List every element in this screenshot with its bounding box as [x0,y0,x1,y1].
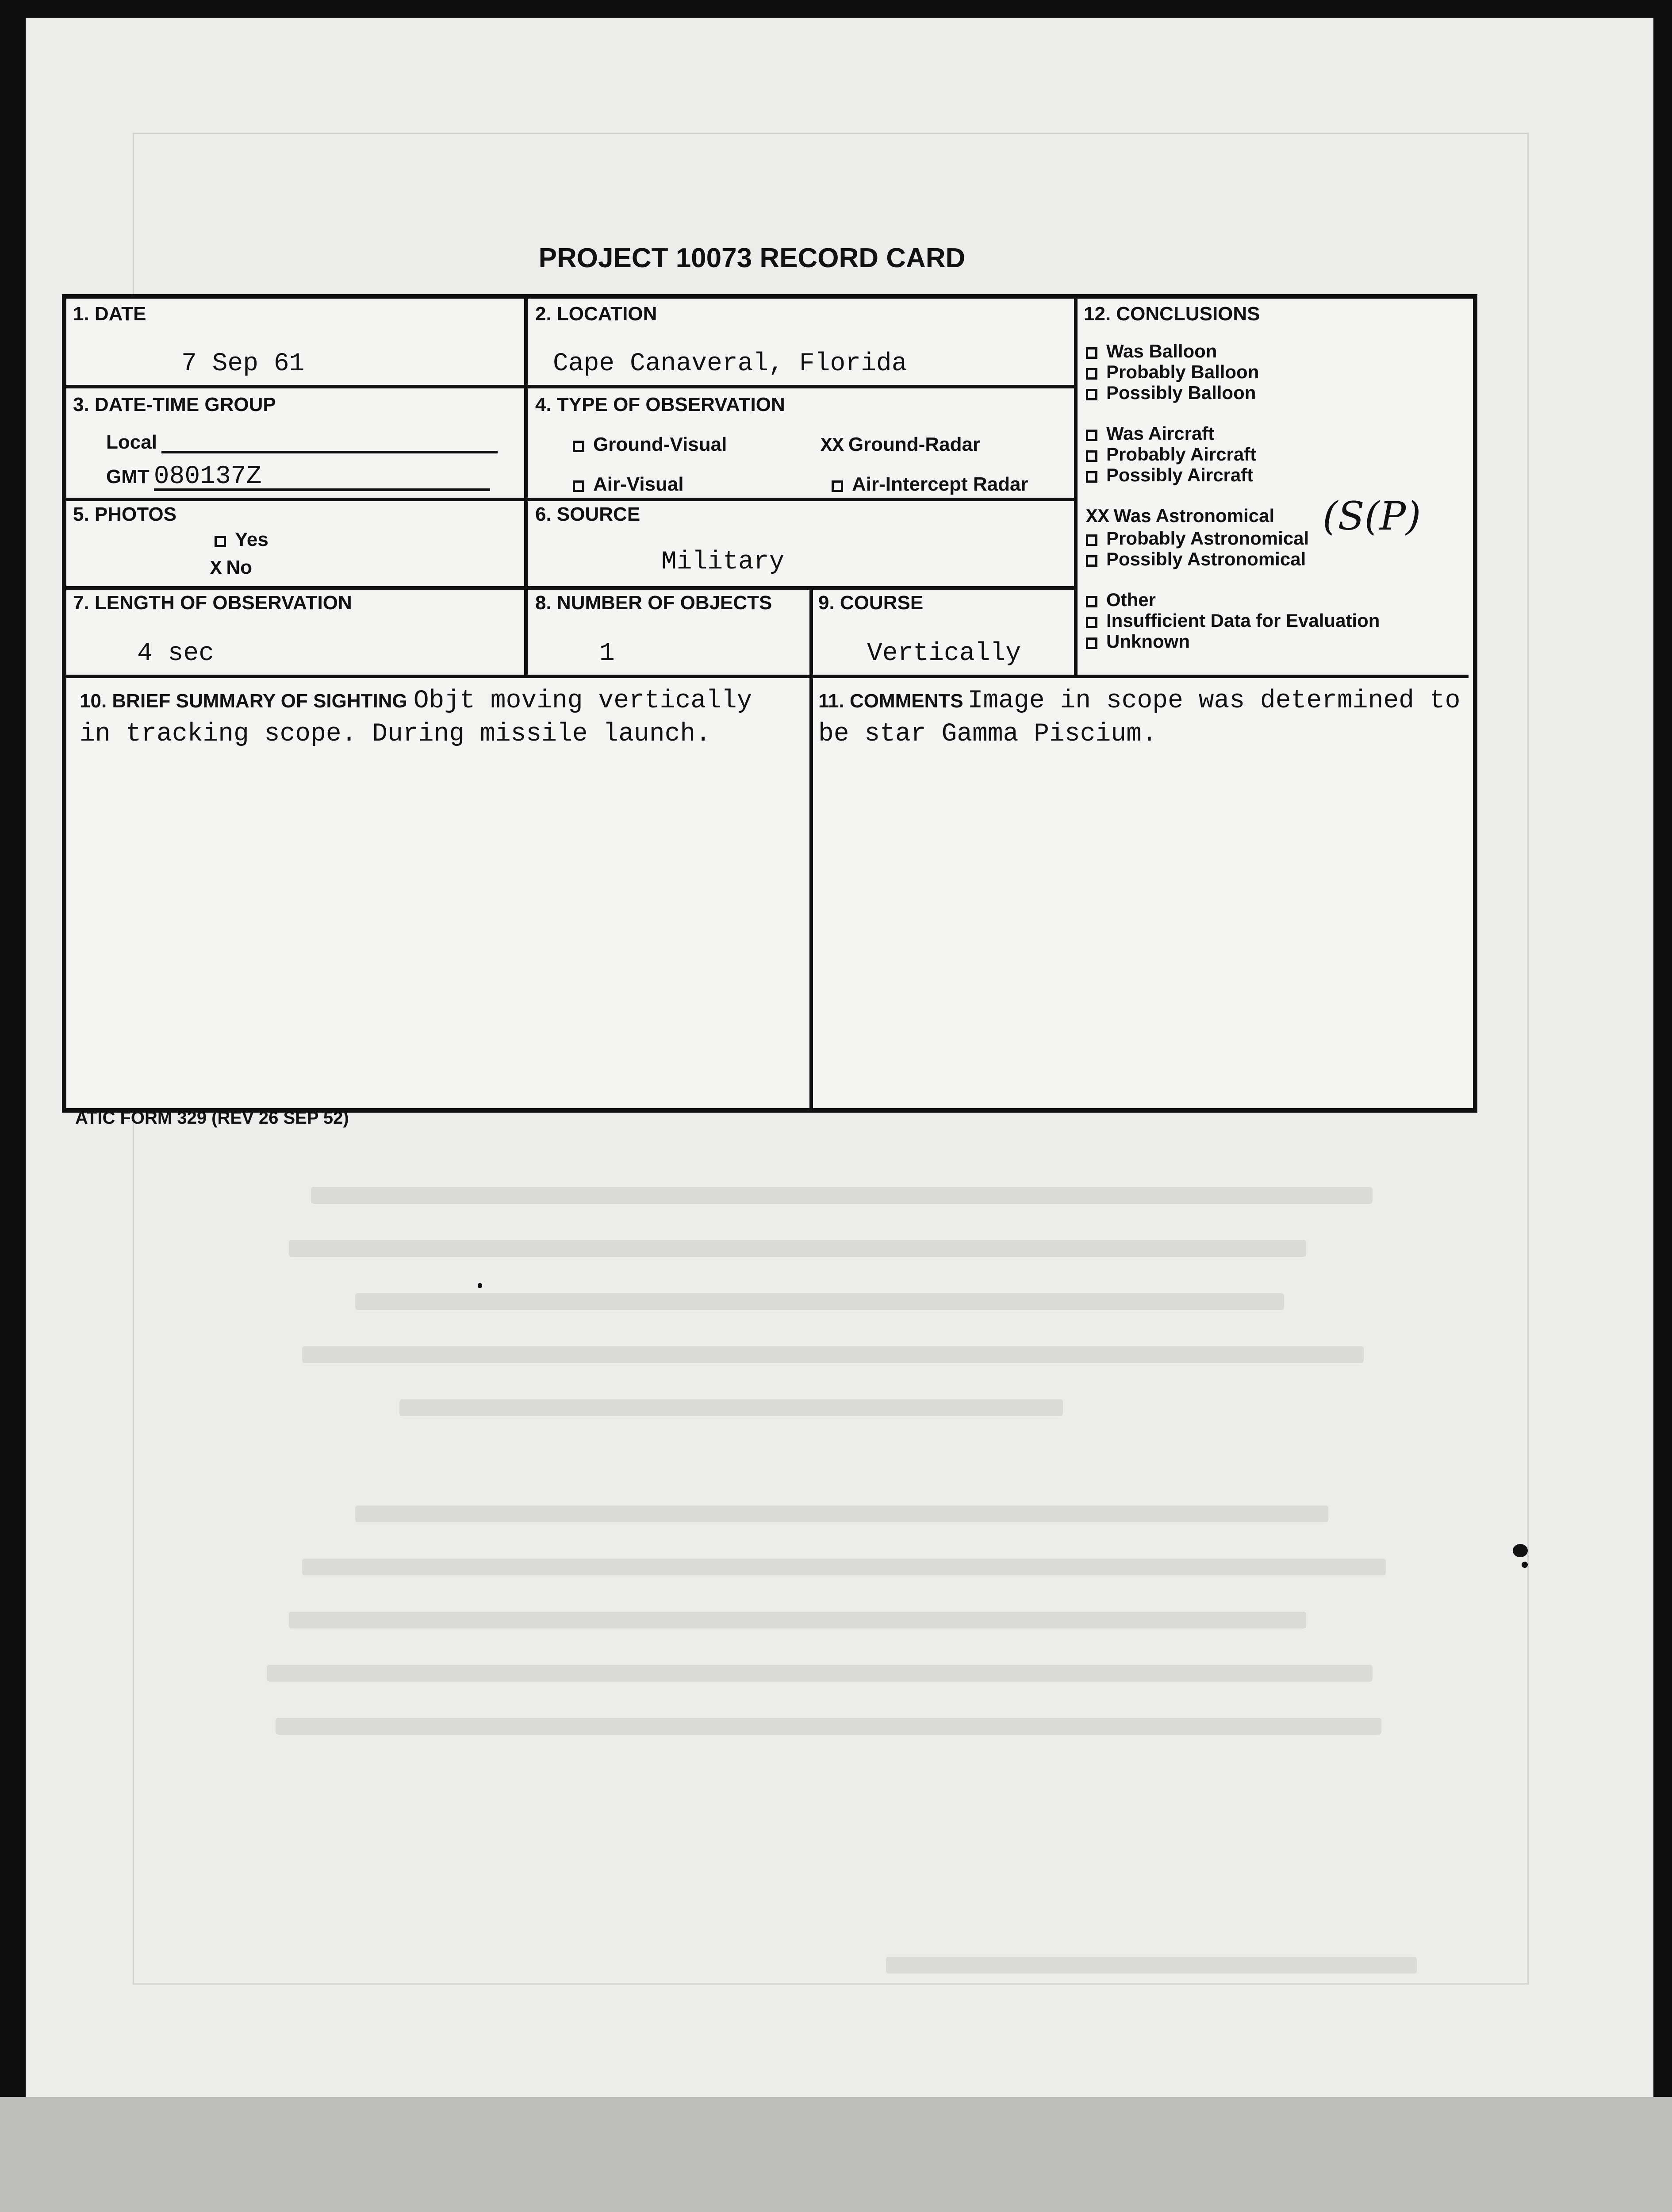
handwritten-note: (S(P) [1323,493,1421,539]
brief-summary-label: 10. BRIEF SUMMARY OF SIGHTING [80,690,407,712]
local-value [161,433,498,453]
checkbox [1086,555,1097,567]
conclusion-option: Other [1086,589,1380,610]
length-of-observation-label: 7. LENGTH OF OBSERVATION [73,592,352,614]
checkbox [573,480,584,492]
gmt-label: GMT 080137Z [106,465,490,491]
conclusion-option: Insufficient Data for Evaluation [1086,610,1380,631]
source-label: 6. SOURCE [535,503,640,525]
film-speck [478,1283,482,1288]
location-value: Cape Canaveral, Florida [553,349,907,378]
checkbox [1086,471,1097,483]
comments-label: 11. COMMENTS [818,690,963,712]
conclusion-option: Probably Astronomical [1086,528,1380,549]
checkbox [1086,596,1097,607]
gmt-value: 080137Z [154,465,490,491]
brief-summary-text: Objt moving vertically in tracking scope. During missile launch. [80,687,752,749]
checkbox [1086,534,1097,546]
conclusion-option: Was Aircraft [1086,423,1380,444]
air-visual-option: Air-Visual [573,473,684,495]
conclusion-option: Possibly Aircraft [1086,465,1380,485]
grid-line [66,385,1075,388]
length-of-observation-value: 4 sec [137,639,215,668]
conclusions-label: 12. CONCLUSIONS [1084,303,1260,325]
conclusion-option: Unknown [1086,631,1380,652]
conclusion-option: Was Balloon [1086,341,1380,361]
grid-line [524,299,528,675]
local-label: Local [106,431,498,453]
source-value: Military [661,548,785,576]
checkbox [1086,430,1097,441]
form-identifier: ATIC FORM 329 (REV 26 SEP 52) [75,1108,349,1128]
number-of-objects-label: 8. NUMBER OF OBJECTS [535,592,772,614]
film-speck [1522,1562,1528,1568]
check-mark: XX [1086,506,1109,528]
air-intercept-radar-option: Air-Intercept Radar [832,473,1028,495]
conclusion-option: Possibly Astronomical [1086,549,1380,569]
date-label: 1. DATE [73,303,146,325]
checkbox [1086,637,1097,649]
checkbox [1086,617,1097,628]
grid-line [809,588,813,1108]
photos-label: 5. PHOTOS [73,503,176,525]
conclusion-option: Probably Balloon [1086,361,1380,382]
checkbox [573,441,584,452]
comments-section [818,684,1464,750]
grid-line [66,675,1469,678]
checkbox [832,480,843,492]
grid-line [66,498,1075,501]
checkbox [1086,450,1097,462]
photos-no-option: X No [210,557,253,580]
type-of-observation-label: 4. TYPE OF OBSERVATION [535,394,785,415]
ground-radar-option: XX Ground-Radar [821,434,981,457]
conclusion-option: Possibly Balloon [1086,382,1380,403]
brief-summary-section [80,684,796,750]
photos-yes-option: Yes [215,529,268,551]
check-mark: XX [821,435,844,457]
checkbox [1086,347,1097,359]
number-of-objects-value: 1 [599,639,615,668]
course-value: Vertically [867,639,1021,668]
checkbox [215,536,226,547]
course-label: 9. COURSE [818,592,924,614]
location-label: 2. LOCATION [535,303,657,325]
conclusion-option-checked: XX Was Astronomical [1086,505,1275,528]
ground-visual-option: Ground-Visual [573,434,727,456]
card-title: PROJECT 10073 RECORD CARD [538,243,966,273]
grid-line [1074,299,1078,678]
check-mark: X [210,558,222,580]
date-value: 7 Sep 61 [181,349,305,378]
film-speck [1513,1544,1528,1557]
film-margin [0,2097,1672,2212]
grid-line [66,586,1075,590]
conclusion-option: Probably Aircraft [1086,444,1380,465]
checkbox [1086,389,1097,400]
date-time-group-label: 3. DATE-TIME GROUP [73,394,276,415]
checkbox [1086,368,1097,380]
comments-text: Image in scope was determined to be star Gamma Piscium. [818,687,1461,749]
